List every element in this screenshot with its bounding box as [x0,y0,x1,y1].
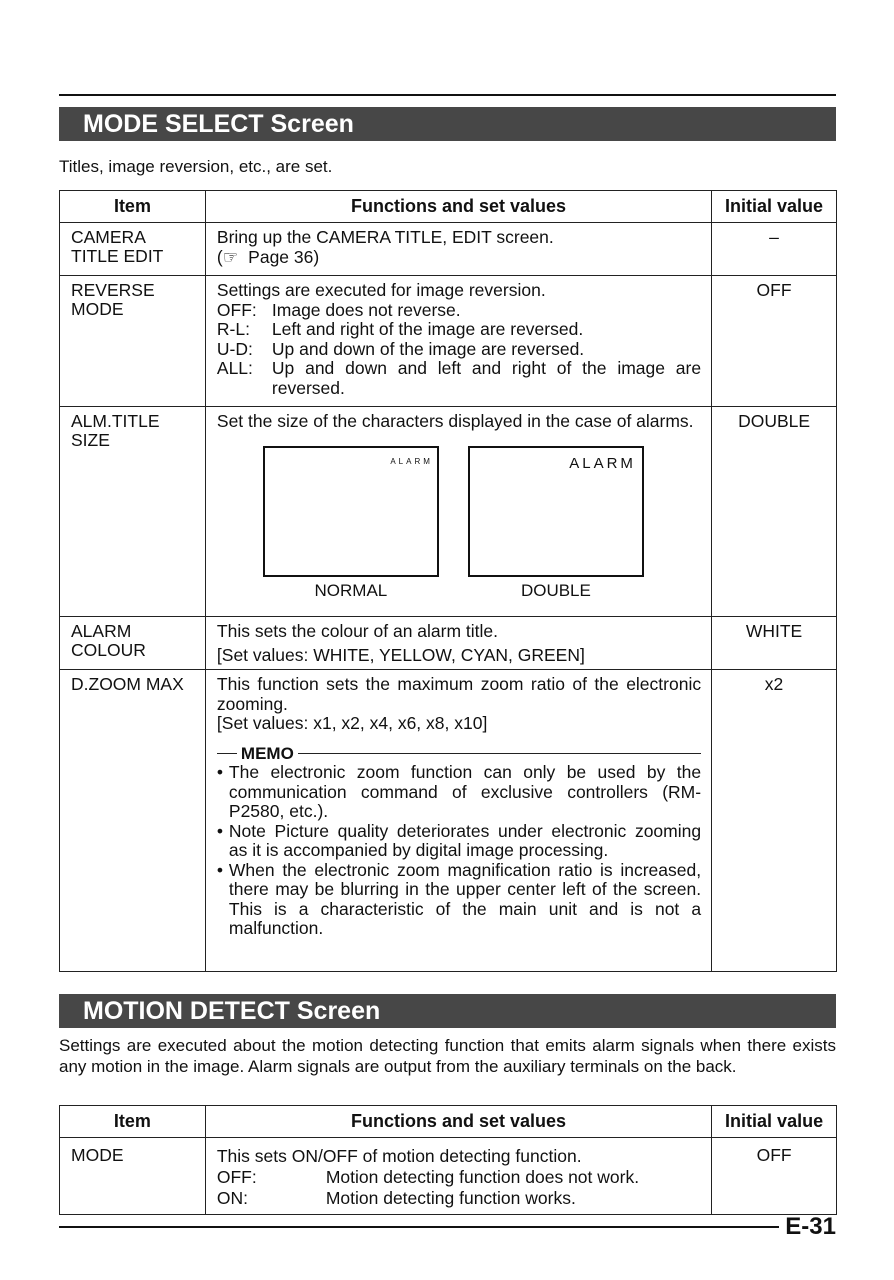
table-row [60,276,837,407]
section-title-mode-select: MODE SELECT Screen [59,107,836,141]
functions-cell [205,407,711,617]
header-initial: Initial value [712,1106,837,1138]
memo-item: • Note Picture quality deteriorates under electronic zooming as it is accompanied by digital image processing. [216,820,702,860]
functions-cell [205,670,711,972]
functions-cell [205,1138,711,1215]
set-values: [Set values: x1, x2, x4, x6, x8, x10] [216,713,488,733]
table-row [60,670,837,972]
function-text: This sets ON/OFF of motion detecting function. [216,1146,582,1166]
memo-label: MEMO [240,743,294,763]
option-row: U-D: Up and down of the image are reversed. [216,338,585,359]
page-number: E-31 [785,1213,836,1240]
initial-value: WHITE [712,617,837,670]
table-row [60,617,837,670]
section-title-motion-detect: MOTION DETECT Screen [59,994,836,1028]
header-functions: Functions and set values [205,191,711,223]
initial-value: OFF [712,276,837,407]
function-text: Bring up the CAMERA TITLE, EDIT screen. [216,227,554,247]
section-intro: Settings are executed about the motion detecting function that emits alarm signals when there exists any motion in the image. Alarm signals are output from the auxiliary terminals on the back. [59,1036,836,1076]
memo-heading [217,744,701,764]
normal-caption: NORMAL [314,580,388,600]
function-text: Set the size of the characters displayed in the case of alarms. [216,411,694,431]
item-name: CAMERA TITLE EDIT [60,223,206,276]
item-name: MODE [60,1138,206,1215]
option-row: OFF: Image does not reverse. [216,299,461,320]
alarm-label-double: ALARM [569,454,636,472]
functions-cell [205,223,711,276]
table-header-row [60,191,837,223]
motion-detect-table [59,1105,837,1215]
initial-value: OFF [712,1138,837,1215]
function-text: This sets the colour of an alarm title. [216,621,498,641]
alarm-size-diagrams [217,432,701,600]
top-rule [59,94,836,96]
option-row: ALL: Up and down and left and right of the image are reversed. [216,358,702,398]
header-item: Item [60,191,206,223]
table-row [60,407,837,617]
section-intro: Titles, image reversion, etc., are set. [59,157,333,176]
memo-item: • When the electronic zoom magnification ratio is increased, there may be blurring in the upper center left of the screen. This is a characteristic of the main unit and is not a malfunction. [216,859,702,938]
memo-item: • The electronic zoom function can only be used by the communication command of exclusive controllers (RM-P2580, etc.). [216,762,702,821]
bottom-rule [59,1226,779,1228]
table-header-row [60,1106,837,1138]
pointing-hand-icon: ☞ [222,246,239,267]
option-row: ON: Motion detecting function works. [216,1188,576,1208]
functions-cell [205,276,711,407]
initial-value: – [712,223,837,276]
double-caption: DOUBLE [520,580,591,600]
function-text: Settings are executed for image reversion. [216,280,546,300]
set-values: [Set values: WHITE, YELLOW, CYAN, GREEN] [216,644,585,665]
item-name: REVERSE MODE [60,276,206,407]
item-name: D.ZOOM MAX [60,670,206,972]
header-item: Item [60,1106,206,1138]
initial-value: DOUBLE [712,407,837,617]
functions-cell [205,617,711,670]
item-name: ALM.TITLE SIZE [60,407,206,617]
header-functions: Functions and set values [205,1106,711,1138]
table-row [60,1138,837,1215]
item-name: ALARM COLOUR [60,617,206,670]
mode-select-table [59,190,837,972]
function-text: This function sets the maximum zoom ratio of the electronic zooming. [216,674,702,714]
header-initial: Initial value [712,191,837,223]
double-screen-diagram [468,446,644,577]
page-reference: (☞ Page 36) [216,246,320,267]
table-row [60,223,837,276]
option-row: R-L: Left and right of the image are reversed. [216,319,584,339]
alarm-label-normal: ALARM [390,456,433,466]
option-row: OFF: Motion detecting function does not work. [216,1167,640,1187]
initial-value: x2 [712,670,837,972]
normal-screen-diagram [263,446,439,577]
